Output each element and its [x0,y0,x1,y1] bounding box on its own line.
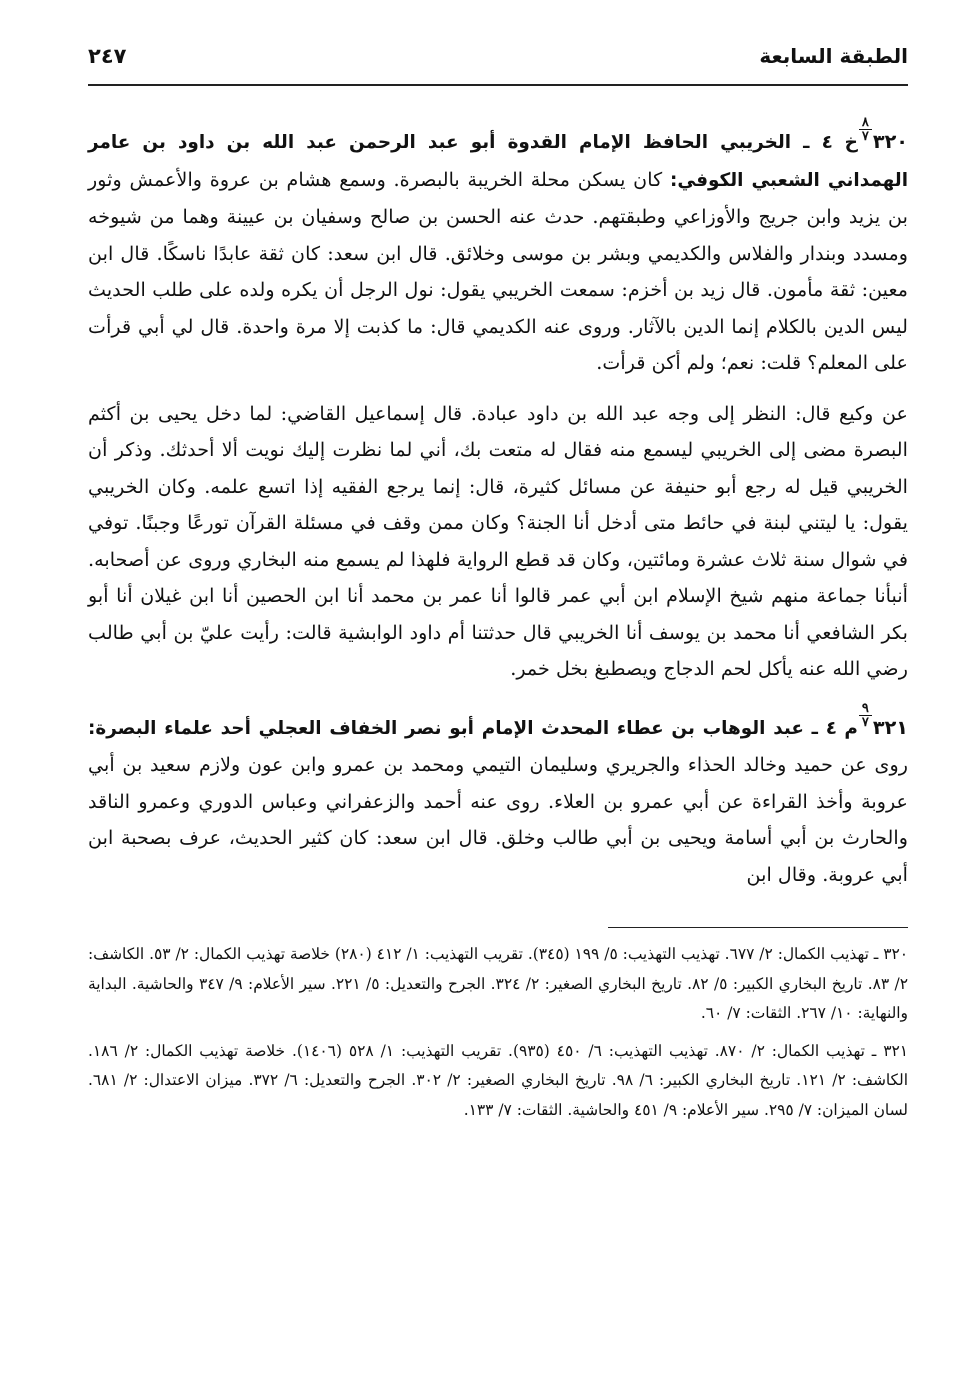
footnote-separator [608,927,908,928]
rumuz-code: م [844,717,858,739]
running-title: الطبقة السابعة [759,44,908,68]
page-number: ٢٤٧ [88,44,127,68]
entry-text: عن وكيع قال: النظر إلى وجه عبد الله بن داود عبادة. قال إسماعيل القاضي: لما دخل يحيى بن أكثم البصرة مضى إلى الخريبي ليسمع منه فقال له متعت بك، أني لما نظرت إليك نويت ألا أحدثك. وذكر أن الخريبي قيل له رجع أبو حنيفة عن مسائل كثيرة، قال: إنما يرجع الفقيه إذا اتسع علمه. وكان الخريبي يقول: يا ليتني لبنة في حائط متى أدخل أنا الجنة؟ وكان ممن وقف في مسئلة القرآن تورعًا وجبنًا. توفي في شوال سنة ثلاث عشرة ومائتين، وكان قد قطع الرواية فلهذا لم يسمع منه البخاري وروى عن أصحابه. أنبأنا جماعة منهم شيخ الإسلام ابن أبي عمر قالوا أنا عمر بن محمد أنا ابن الحصين أنا ابن غيلان أنا أبو بكر الشافعي أنا محمد بن يوسف أنا الخريبي قال حدثتنا أم داود الوابشية قالت: رأيت عليّ بن أبي طالب رضي الله عنه يأكل لحم الدجاج ويصطبغ بخل خمر. [88,401,908,680]
footnote-321: ٣٢١ ـ تهذيب الكمال: ٢/ ٨٧٠. تهذيب التهذيب: ٦/ ٤٥٠ (٩٣٥). تقريب التهذيب: ١/ ٥٢٨ (١٤٠٦). خلاصة تهذيب الكمال: ٢/ ١٨٦. الكاشف: ٢/ ١٢١. تاريخ البخاري الكبير: ٦/ ٩٨. تاريخ البخاري الصغير: ٢/ ٣٠٢. الجرح والتعديل: ٦/ ٣٧٢. ميزان الاعتدال: ٢/ ٦٨١. لسان الميزان: ٧/ ٢٩٥. سير الأعلام: ٩/ ٤٥١ والحاشية. الثقات: ٧/ ١٣٣. [88,1041,909,1119]
classification-top: ٨ [859,116,872,130]
footnotes [88,940,908,1125]
classification-bottom: ٧ [861,129,869,144]
entry-number: ٣٢٠ [872,130,908,153]
classification-mark [859,702,872,729]
main-text [88,116,908,893]
entry-number: ٣٢١ [872,715,908,739]
entry-text: روى عن حميد وخالد الحذاء والجريري وسليمان التيمي ومحمد بن عمرو وابن عون ولازم سعيد بن أبي عروبة وأخذ القراءة عن أبي عمرو بن العلاء. روى عنه أحمد والزعفراني وعباس الدوري وعمرو الناقد والحارث بن أبي أسامة ويحيى بن أبي طالب وخلق. قال ابن سعد: كان كثير الحديث، عرف بصحبة ابن أبي عروبة. وقال ابن [88,753,908,886]
entry-321-paragraph-1 [88,702,908,894]
classification-bottom: ٧ [861,714,869,730]
footnote-320: ٣٢٠ ـ تهذيب الكمال: ٢/ ٦٧٧. تهذيب التهذيب: ٥/ ١٩٩ (٣٤٥). تقريب التهذيب: ١/ ٤١٢ (٢٨٠) خلاصة تهذيب الكمال: ٢/ ٥٣. الكاشف: ٢/ ٨٣. تاريخ البخاري الكبير: ٥/ ٨٢. تاريخ البخاري الصغير: ٢/ ٣٢٤. الجرح والتعديل: ٥/ ٢٢١. سير الأعلام: ٩/ ٣٤٧ والحاشية. البداية والنهاية: ١٠/ ٢٦٧. الثقات: ٧/ ٦٠. [88,945,909,1022]
classification-top: ٩ [859,702,872,716]
entry-320-paragraph-2 [88,396,908,688]
classification-mark [859,116,872,143]
book-page [88,44,908,1125]
entry-text: كان يسكن محلة الخريبة بالبصرة. وسمع هشام بن عروة والأعمش وثور بن يزيد وابن جريج والأوزاعي وطبقتهم. حدث عنه الحسن بن صالح وسفيان بن عيينة وهما من شيوخه ومسدد وبندار والفلاس والكديمي وبشر بن موسى وخلائق. قال ابن سعد: كان ثقة عابدًا ناسكًا. قال ابن معين: ثقة مأمون. قال زيد بن أخزم: سمعت الخريبي يقول: نول الرجل أن يكره ولده على طلب الحديث ليس الدين بالكلام إنما الدين بالآثار. وروى عنه الكديمي قال: ما كذبت إلا مرة واحدة. قال لي أبي قرأت على المعلم؟ قلت: نعم؛ ولم أكن قرأت. [88,167,908,374]
running-header [88,44,908,86]
entry-320-paragraph-1 [88,116,908,382]
rumuz-code: خ [844,132,858,153]
entry-heading: ٤ ـ عبد الوهاب بن عطاء المحدث الإمام أبو نصر الخفاف العجلي أحد علماء البصرة: [88,717,837,739]
entry-heading: ٤ ـ الخريبي الحافظ الإمام القدوة أبو عبد الرحمن عبد الله بن داود بن عامر الهمداني الشعبي الكوفي: [88,132,909,191]
